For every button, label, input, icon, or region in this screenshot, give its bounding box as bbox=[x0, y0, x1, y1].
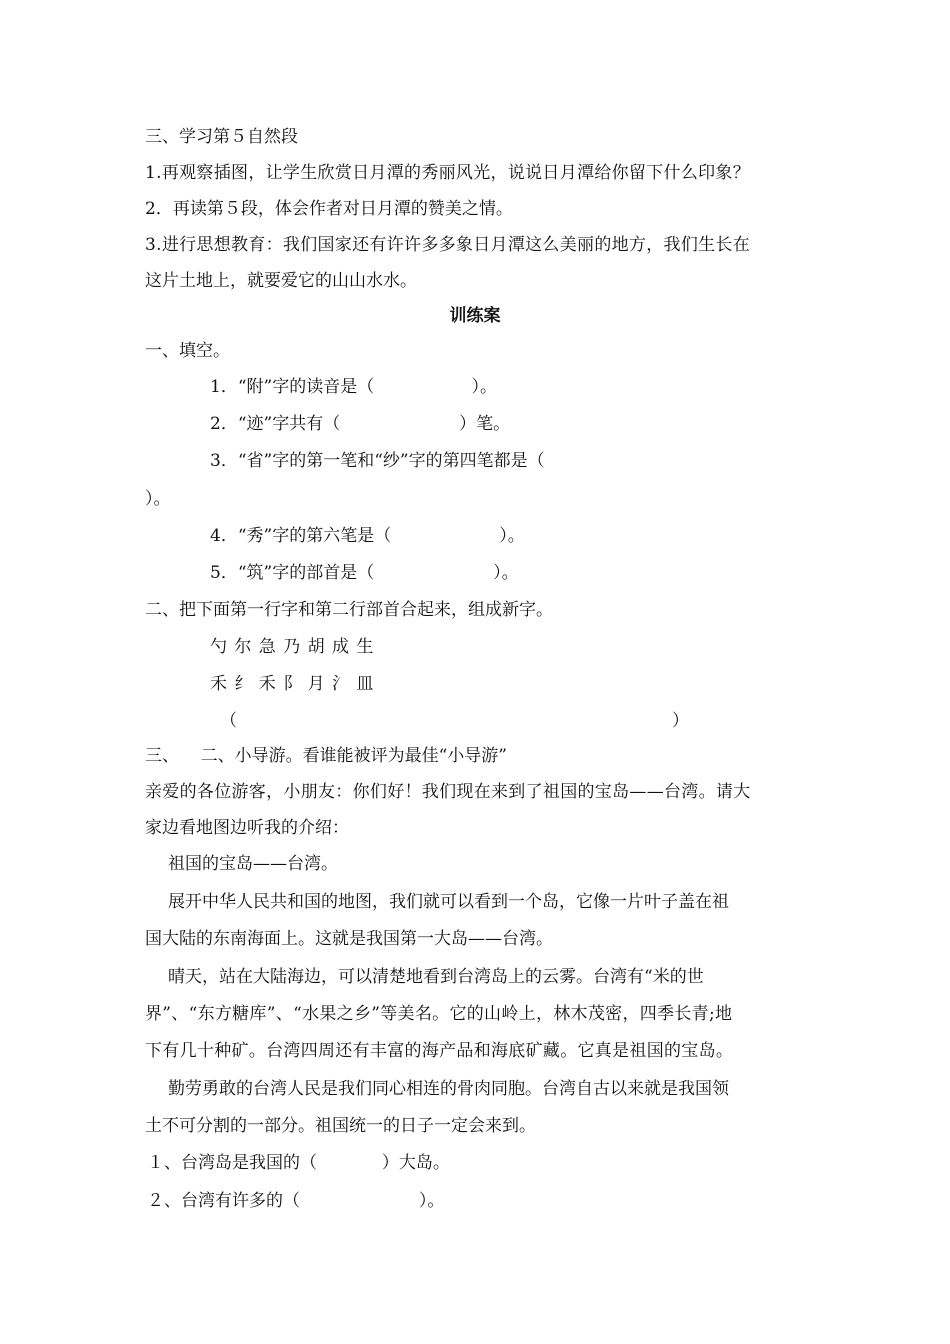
fill-item: 2．“迹”字共有（ ）笔。 bbox=[210, 414, 511, 434]
question-item: ２、台湾有许多的（ ）。 bbox=[147, 1191, 445, 1211]
guide-paragraph-line: 勤劳勇敢的台湾人民是我们同心相连的骨肉同胞。台湾自古以来就是我国领 bbox=[168, 1079, 729, 1099]
guide-paragraph-line: 土不可分割的一部分。祖国统一的日子一定会来到。 bbox=[145, 1116, 536, 1136]
section-item: 这片土地上，就要爱它的山山水水。 bbox=[145, 271, 417, 291]
fill-item: 3．“省”字的第一笔和“纱”字的第四笔都是（ bbox=[210, 451, 545, 471]
training-title: 训练案 bbox=[449, 306, 501, 326]
section-item: 2．再读第５段，体会作者对日月潭的赞美之情。 bbox=[145, 199, 513, 219]
fill-item: 1．“附”字的读音是（ ）。 bbox=[210, 377, 497, 397]
fill-item: 5．“筑”字的部首是（ ）。 bbox=[210, 563, 519, 583]
guide-heading: 三、 二、小导游。看谁能被评为最佳“小导游” bbox=[145, 746, 507, 766]
guide-subtitle: 祖国的宝岛——台湾。 bbox=[168, 854, 338, 874]
fill-heading: 一、填空。 bbox=[145, 341, 230, 361]
answer-paren-open: （ bbox=[220, 711, 237, 731]
combine-heading: 二、把下面第一行字和第二行部首合起来，组成新字。 bbox=[145, 600, 553, 620]
fill-item-continuation: ）。 bbox=[145, 489, 171, 509]
combine-row-characters: 勺 尔 急 乃 胡 成 生 bbox=[210, 637, 374, 657]
section-item: 3.进行思想教育：我们国家还有许许多多象日月潭这么美丽的地方，我们生长在 bbox=[145, 235, 751, 255]
guide-paragraph-line: 国大陆的东南海面上。这就是我国第一大岛——台湾。 bbox=[145, 929, 553, 949]
guide-paragraph-line: 晴天，站在大陆海边，可以清楚地看到台湾岛上的云雾。台湾有“米的世 bbox=[168, 967, 704, 987]
section-item: 1.再观察插图，让学生欣赏日月潭的秀丽风光，说说日月潭给你留下什么印象？ bbox=[145, 163, 751, 183]
guide-paragraph-line: 展开中华人民共和国的地图，我们就可以看到一个岛，它像一片叶子盖在祖 bbox=[168, 892, 729, 912]
question-item: １、台湾岛是我国的（ ）大岛。 bbox=[147, 1153, 450, 1173]
guide-paragraph-line: 界”、“东方糖库”、“水果之乡”等美名。它的山岭上，林木茂密，四季长青;地 bbox=[145, 1004, 733, 1024]
guide-paragraph-line: 家边看地图边听我的介绍： bbox=[145, 818, 349, 838]
combine-row-radicals: 禾 纟 禾 阝 月 氵 皿 bbox=[210, 674, 374, 694]
guide-paragraph-line: 亲爱的各位游客，小朋友：你们好！我们现在来到了祖国的宝岛——台湾。请大 bbox=[145, 782, 751, 802]
section-heading: 三、学习第５自然段 bbox=[145, 127, 298, 147]
guide-paragraph-line: 下有几十种矿。台湾四周还有丰富的海产品和海底矿藏。它真是祖国的宝岛。 bbox=[145, 1041, 734, 1061]
fill-item: 4．“秀”字的第六笔是（ ）。 bbox=[210, 526, 525, 546]
answer-paren-close: ） bbox=[672, 711, 689, 731]
